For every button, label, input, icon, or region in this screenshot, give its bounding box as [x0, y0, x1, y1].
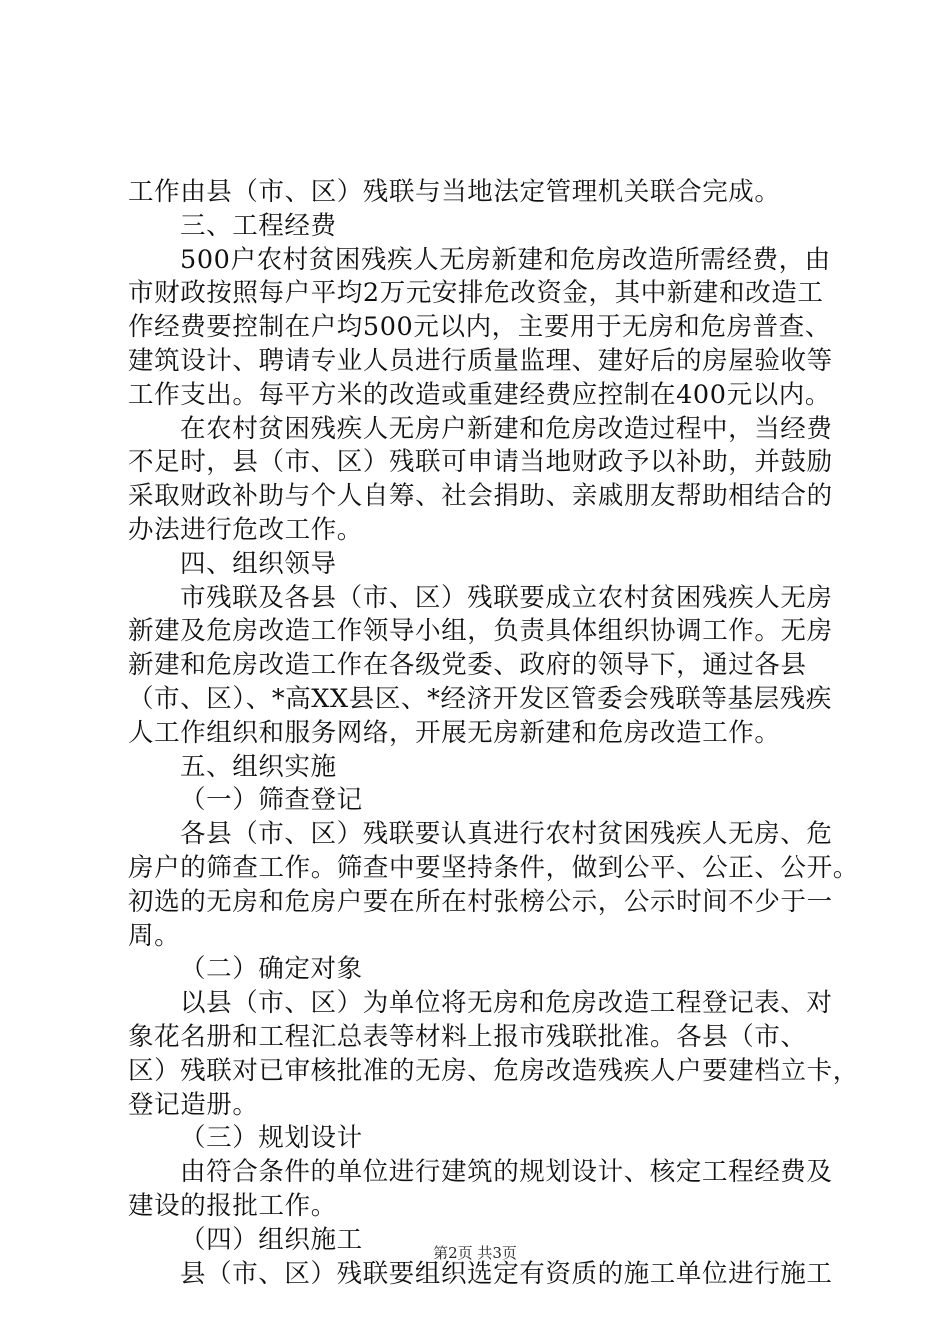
body-line: 新建及危房改造工作领导小组，负责具体组织协调工作。无房 — [128, 616, 833, 647]
body-line: 市残联及各县（市、区）残联要成立农村贫困残疾人无房 — [180, 582, 833, 613]
body-line: 工作支出。每平方米的改造或重建经费应控制在400元以内。 — [128, 379, 831, 410]
body-line: 初选的无房和危房户要在所在村张榜公示，公示时间不少于一 — [128, 886, 833, 917]
body-line: 周。 — [128, 920, 181, 951]
body-line: 市财政按照每户平均2万元安排危改资金，其中新建和改造工 — [128, 278, 824, 309]
body-line: 以县（市、区）为单位将无房和危房改造工程登记表、对 — [180, 988, 833, 1019]
section-heading-implementation: 五、组织实施 — [180, 751, 337, 782]
body-line: 不足时，县（市、区）残联可申请当地财政予以补助，并鼓励 — [128, 447, 833, 478]
body-line: 由符合条件的单位进行建筑的规划设计、核定工程经费及 — [180, 1157, 833, 1188]
body-line: 500户农村贫困残疾人无房新建和危房改造所需经费，由 — [180, 244, 831, 275]
subsection-heading-construction: （四）组织施工 — [180, 1224, 363, 1255]
body-line: 建设的报批工作。 — [128, 1190, 337, 1221]
body-line: 在农村贫困残疾人无房户新建和危房改造过程中，当经费 — [180, 413, 833, 444]
body-line: 象花名册和工程汇总表等材料上报市残联批准。各县（市、 — [128, 1021, 807, 1052]
body-line: 建筑设计、聘请专业人员进行质量监理、建好后的房屋验收等 — [128, 345, 833, 376]
section-heading-organization-leadership: 四、组织领导 — [180, 548, 337, 579]
body-line: 人工作组织和服务网络，开展无房新建和危房改造工作。 — [128, 717, 781, 748]
body-line: 采取财政补助与个人自筹、社会捐助、亲戚朋友帮助相结合的 — [128, 481, 833, 512]
subsection-heading-planning-design: （三）规划设计 — [180, 1123, 363, 1154]
subsection-heading-screening: （一）筛查登记 — [180, 785, 363, 816]
body-line: （市、区）、*高XX县区、*经济开发区管委会残联等基层残疾 — [128, 683, 832, 714]
body-line: 登记造册。 — [128, 1089, 259, 1120]
body-line: 各县（市、区）残联要认真进行农村贫困残疾人无房、危 — [180, 819, 833, 850]
body-line: 县（市、区）残联要组织选定有资质的施工单位进行施工 — [180, 1258, 833, 1289]
body-line: 办法进行危改工作。 — [128, 514, 363, 545]
body-line: 新建和危房改造工作在各级党委、政府的领导下，通过各县 — [128, 650, 807, 681]
document-body — [128, 176, 859, 1291]
body-line: 工作由县（市、区）残联与当地法定管理机关联合完成。 — [128, 177, 781, 207]
subsection-heading-determine-targets: （二）确定对象 — [180, 954, 363, 985]
body-line: 区）残联对已审核批准的无房、危房改造残疾人户要建档立卡， — [128, 1055, 859, 1086]
body-line: 房户的筛查工作。筛查中要坚持条件，做到公平、公正、公开。 — [128, 852, 859, 883]
page-number-footer: 第2页 共3页 — [433, 1244, 517, 1262]
body-line: 作经费要控制在户均500元以内，主要用于无房和危房普查、 — [128, 312, 831, 343]
section-heading-engineering-funds: 三、工程经费 — [180, 210, 337, 241]
